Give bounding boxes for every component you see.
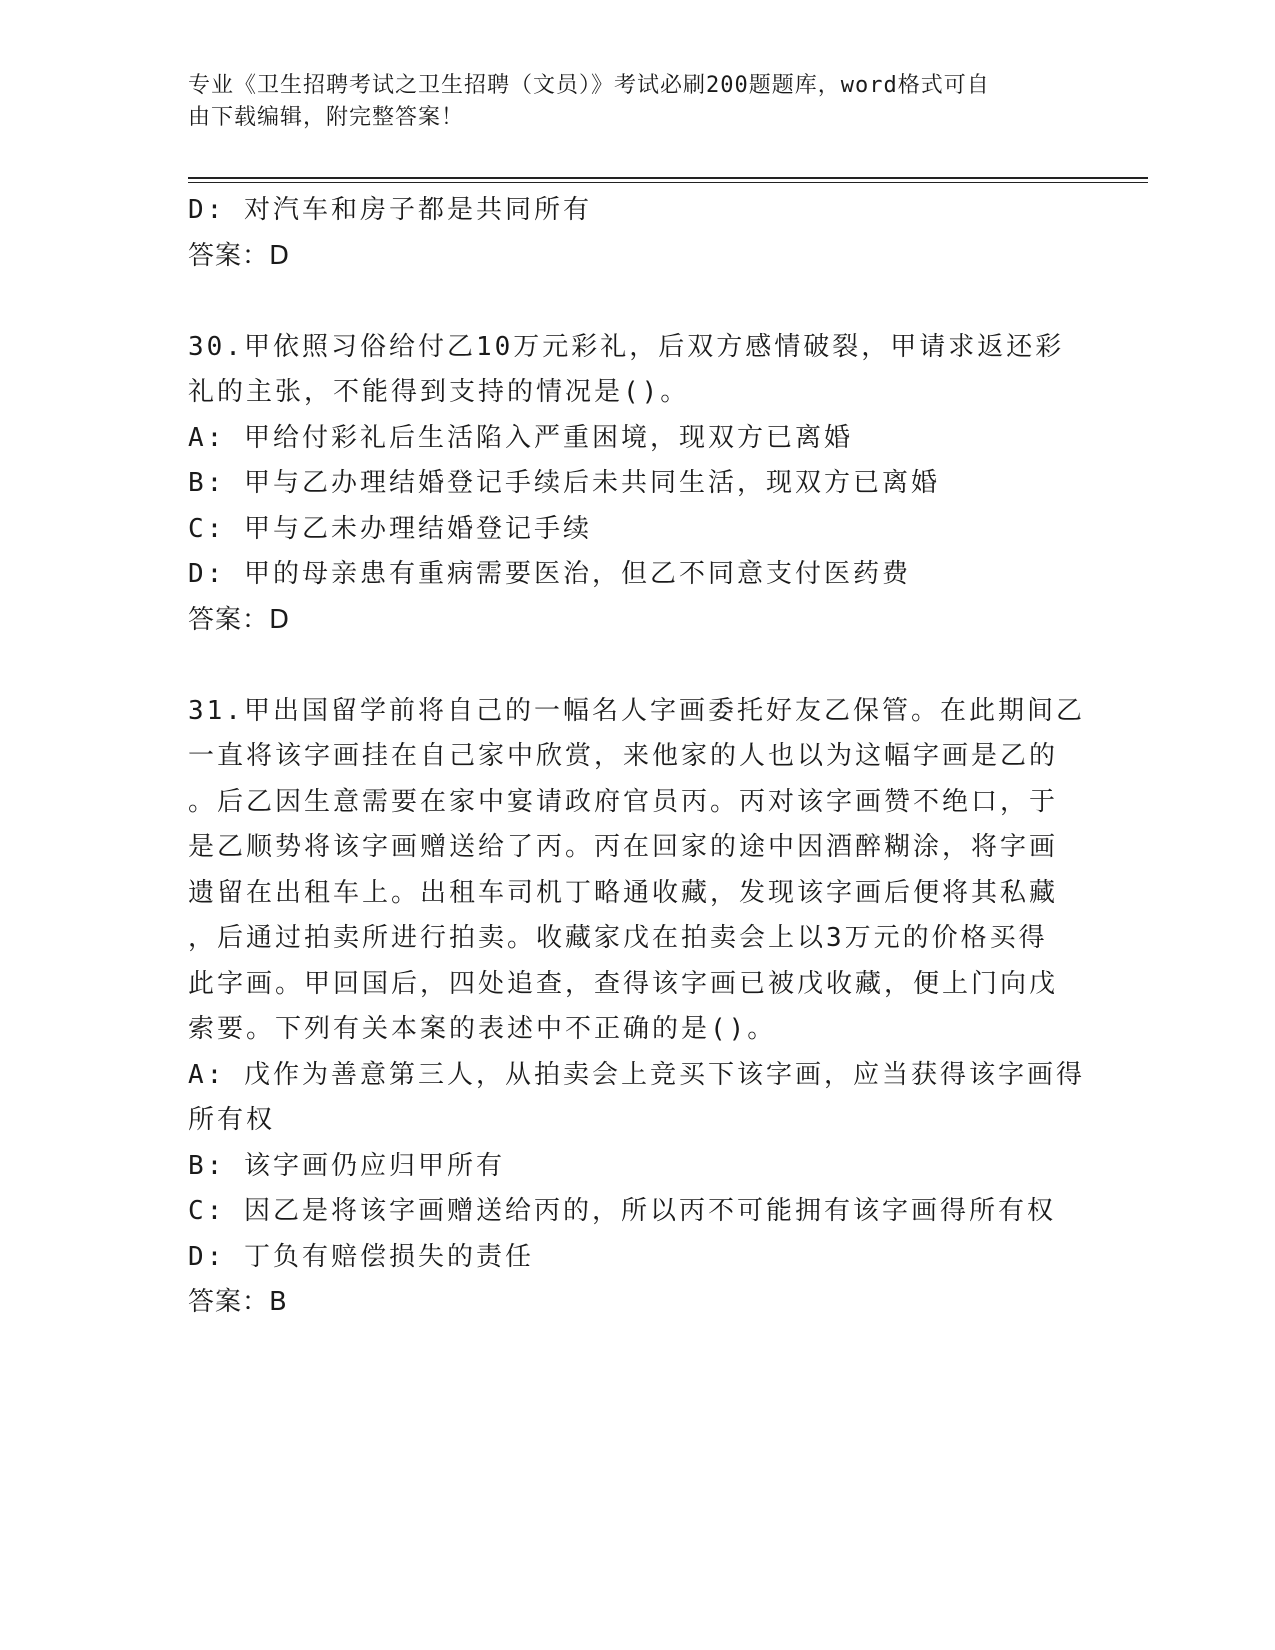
option-d: D: 甲的母亲患有重病需要医治，但乙不同意支付医药费 xyxy=(188,559,911,589)
question-stem-line: 。后乙因生意需要在家中宴请政府官员丙。丙对该字画赞不绝口，于 xyxy=(188,786,1059,817)
option-b: B: 甲与乙办理结婚登记手续后未共同生活，现双方已离婚 xyxy=(188,468,940,498)
option-a: A: 甲给付彩礼后生活陷入严重困境，现双方已离婚 xyxy=(188,422,853,453)
option-d: D: 丁负有赔偿损失的责任 xyxy=(188,1241,534,1272)
option-a-continued: 所有权 xyxy=(188,1105,276,1135)
previous-question-tail xyxy=(188,188,1068,279)
question-30 xyxy=(188,325,1068,644)
question-stem-line: 是乙顺势将该字画赠送给了丙。丙在回家的途中因酒醉糊涂，将字画 xyxy=(188,832,1059,862)
header-rule-thin xyxy=(188,182,1148,183)
question-stem-line: 遗留在出租车上。出租车司机丁略通收藏，发现该字画后便将其私藏 xyxy=(188,877,1059,908)
question-stem-line: 31.甲出国留学前将自己的一幅名人字画委托好友乙保管。在此期间乙 xyxy=(188,695,1085,726)
question-stem-line: 30.甲依照习俗给付乙10万元彩礼，后双方感情破裂，甲请求返还彩 xyxy=(188,331,1065,362)
header-line-1: 专业《卫生招聘考试之卫生招聘（文员）》考试必刷200题题库，word格式可自 xyxy=(188,73,990,98)
answer-line: 答案：D xyxy=(188,604,291,635)
question-stem-line: 索要。下列有关本案的表述中不正确的是()。 xyxy=(188,1014,777,1044)
spacer xyxy=(188,279,1068,325)
page-header xyxy=(188,70,1068,134)
option-d: D: 对汽车和房子都是共同所有 xyxy=(188,195,592,225)
question-stem-line: 一直将该字画挂在自己家中欣赏，来他家的人也以为这幅字画是乙的 xyxy=(188,741,1059,771)
question-stem-line: ，后通过拍卖所进行拍卖。收藏家戊在拍卖会上以3万元的价格买得 xyxy=(188,923,1048,953)
answer-line: 答案：B xyxy=(188,1287,288,1317)
header-line-2: 由下载编辑，附完整答案！ xyxy=(188,105,465,130)
header-rule-thick xyxy=(188,177,1148,179)
option-c: C: 因乙是将该字画赠送给丙的，所以丙不可能拥有该字画得所有权 xyxy=(188,1196,1056,1226)
question-stem-line: 礼的主张，不能得到支持的情况是()。 xyxy=(188,377,690,407)
document-body xyxy=(188,188,1085,1326)
question-stem-line: 此字画。甲回国后，四处追查，查得该字画已被戊收藏，便上门向戊 xyxy=(188,968,1059,999)
answer-line: 答案：D xyxy=(188,240,291,271)
option-b: B: 该字画仍应归甲所有 xyxy=(188,1150,505,1181)
document-page xyxy=(188,0,1148,1650)
question-31 xyxy=(188,689,1085,1326)
option-a: A: 戊作为善意第三人，从拍卖会上竞买下该字画，应当获得该字画得 xyxy=(188,1059,1085,1090)
spacer xyxy=(188,643,1068,689)
option-c: C: 甲与乙未办理结婚登记手续 xyxy=(188,513,592,544)
